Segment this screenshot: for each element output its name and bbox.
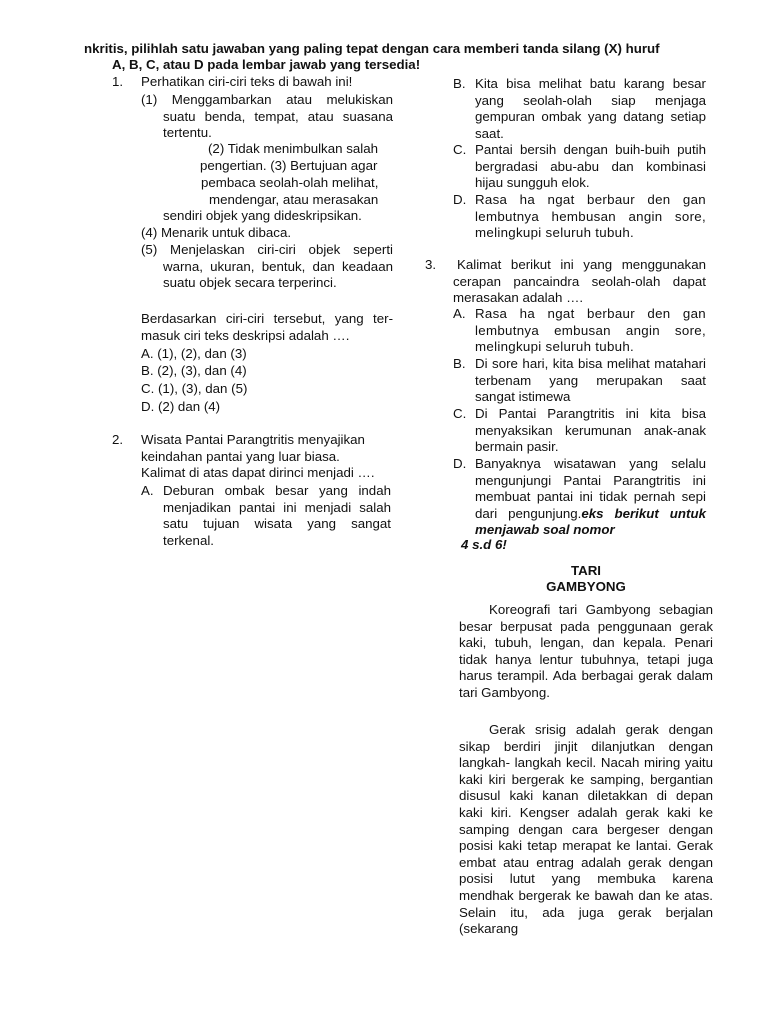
passage-title-line-1: TARI <box>570 563 602 578</box>
q3-option-c-letter[interactable]: C. <box>453 406 467 421</box>
q1-item-1-text: (1) Menggambarkan atau melukiskan suatu benda, tempat, atau suasana tertentu. <box>141 92 393 141</box>
q1-item-2a: (2) Tidak menimbulkan salah <box>208 141 378 156</box>
q3-option-d-text: Banyaknya wisatawan yang selalu mengunjungi Pantai Parangtritis ini membuat pantai ini tidak pernah sepi dari pengunjung. <box>475 456 706 521</box>
q3-option-d-letter[interactable]: D. <box>453 456 467 471</box>
q1-item-2b: pengertian. (3) Bertujuan agar <box>200 158 378 173</box>
question-3-number: 3. <box>425 257 437 272</box>
q1-item-1 <box>141 92 393 142</box>
q1-option-a[interactable]: A. (1), (2), dan (3) <box>141 346 247 361</box>
passage-paragraph-2: Gerak srisig adalah gerak dengan sikap berdiri jinjit dilanjutkan dengan langkah- langkah kecil. Nacah miring yaitu kaki kiri bergerak ke samping, bergantian disusul kaki kanan diletakkan di depan kaki kiri. Kengser adalah gerak kaki ke samping dengan cara bergeser dengan posisi kaki tetap merapat ke lantai. Gerak embat atau entrag adalah gerak dengan posisi lutut yang membuka karena mendhak bergerak ke bawah dan ke atas. Selain itu, ada juga gerak berjalan (sekarang <box>459 722 713 937</box>
q2-option-d[interactable]: Rasa ha ngat berbaur den gan lembutnya hembusan angin sore, melingkupi seluruh tubuh. <box>475 192 706 241</box>
question-1-number: 1. <box>112 74 124 89</box>
q1-item-2e: sendiri objek yang dideskripsikan. <box>163 208 362 223</box>
q1-item-5-text: (5) Menjelaskan ciri-ciri objek seperti warna, ukuran, bentuk, dan keadaan suatu objek secara terperinci. <box>141 242 393 291</box>
question-1-prompt: Berdasarkan ciri-ciri tersebut, yang ter- masuk ciri teks deskripsi adalah …. <box>141 311 393 343</box>
question-2-text: Wisata Pantai Parangtritis menyajikan keindahan pantai yang luar biasa. <box>141 432 365 464</box>
q1-item-2d: mendengar, atau merasakan <box>209 192 379 207</box>
question-3-text: Kalimat berikut ini yang menggunakan cerapan pancaindra seolah-olah dapat merasakan adalah …. <box>453 257 706 306</box>
q2-option-d-letter[interactable]: D. <box>453 192 467 207</box>
instruction-line-2: A, B, C, atau D pada lembar jawab yang tersedia! <box>112 57 421 72</box>
passage-title-line-2: GAMBYONG <box>546 579 626 594</box>
q2-option-b[interactable]: Kita bisa melihat batu karang besar yang seolah-olah siap menjaga gempuran ombak yang datang setiap saat. <box>475 76 706 141</box>
q1-item-2c: pembaca seolah-olah melihat, <box>201 175 379 190</box>
q1-option-d[interactable]: D. (2) dan (4) <box>141 399 221 414</box>
reading-instruction-end: 4 s.d 6! <box>461 537 507 552</box>
q2-option-c-letter[interactable]: C. <box>453 142 467 157</box>
question-2-number: 2. <box>112 432 124 447</box>
q1-option-b[interactable]: B. (2), (3), dan (4) <box>141 363 247 378</box>
q2-option-c[interactable]: Pantai bersih dengan buih-buih putih bergradasi abu-abu dan kombinasi hijau sungguh elok. <box>475 142 706 191</box>
q3-option-d[interactable] <box>475 456 706 539</box>
q2-option-a-letter[interactable]: A. <box>141 483 154 498</box>
q1-item-4: (4) Menarik untuk dibaca. <box>141 225 292 240</box>
q3-option-c[interactable]: Di Pantai Parangtritis ini kita bisa menyaksikan kerumunan anak-anak bermain pasir. <box>475 406 706 455</box>
question-2-prompt: Kalimat di atas dapat dirinci menjadi …. <box>141 465 375 480</box>
q2-option-b-letter[interactable]: B. <box>453 76 466 91</box>
q2-option-a[interactable]: Deburan ombak besar yang indah menjadikan pantai ini menjadi salah satu tujuan wisata yang sangat terkenal. <box>163 483 391 548</box>
instruction-line-1: nkritis, pilihlah satu jawaban yang paling tepat dengan cara memberi tanda silang (X) huruf <box>84 41 660 56</box>
q1-item-5 <box>141 242 393 292</box>
q1-option-c[interactable]: C. (1), (3), dan (5) <box>141 381 248 396</box>
q3-option-a[interactable]: Rasa ha ngat berbaur den gan lembutnya embusan angin sore, melingkupi seluruh tubuh. <box>475 306 706 355</box>
question-1-text: Perhatikan ciri-ciri teks di bawah ini! <box>141 74 353 89</box>
passage-paragraph-1: Koreografi tari Gambyong sebagian besar berpusat pada penggunaan gerak kaki, tubuh, lengan, dan kepala. Penari tidak hanya lentur tubuhnya, tetapi juga harus terampil. Ada berbagai gerak dalam tari Gambyong. <box>459 602 713 700</box>
q3-option-a-letter[interactable]: A. <box>453 306 466 321</box>
q3-option-b[interactable]: Di sore hari, kita bisa melihat matahari terbenam yang merupakan saat sangat istimewa <box>475 356 706 405</box>
reading-instruction: eks berikut untuk menjawab soal nomor <box>475 505 706 538</box>
q3-option-b-letter[interactable]: B. <box>453 356 466 371</box>
